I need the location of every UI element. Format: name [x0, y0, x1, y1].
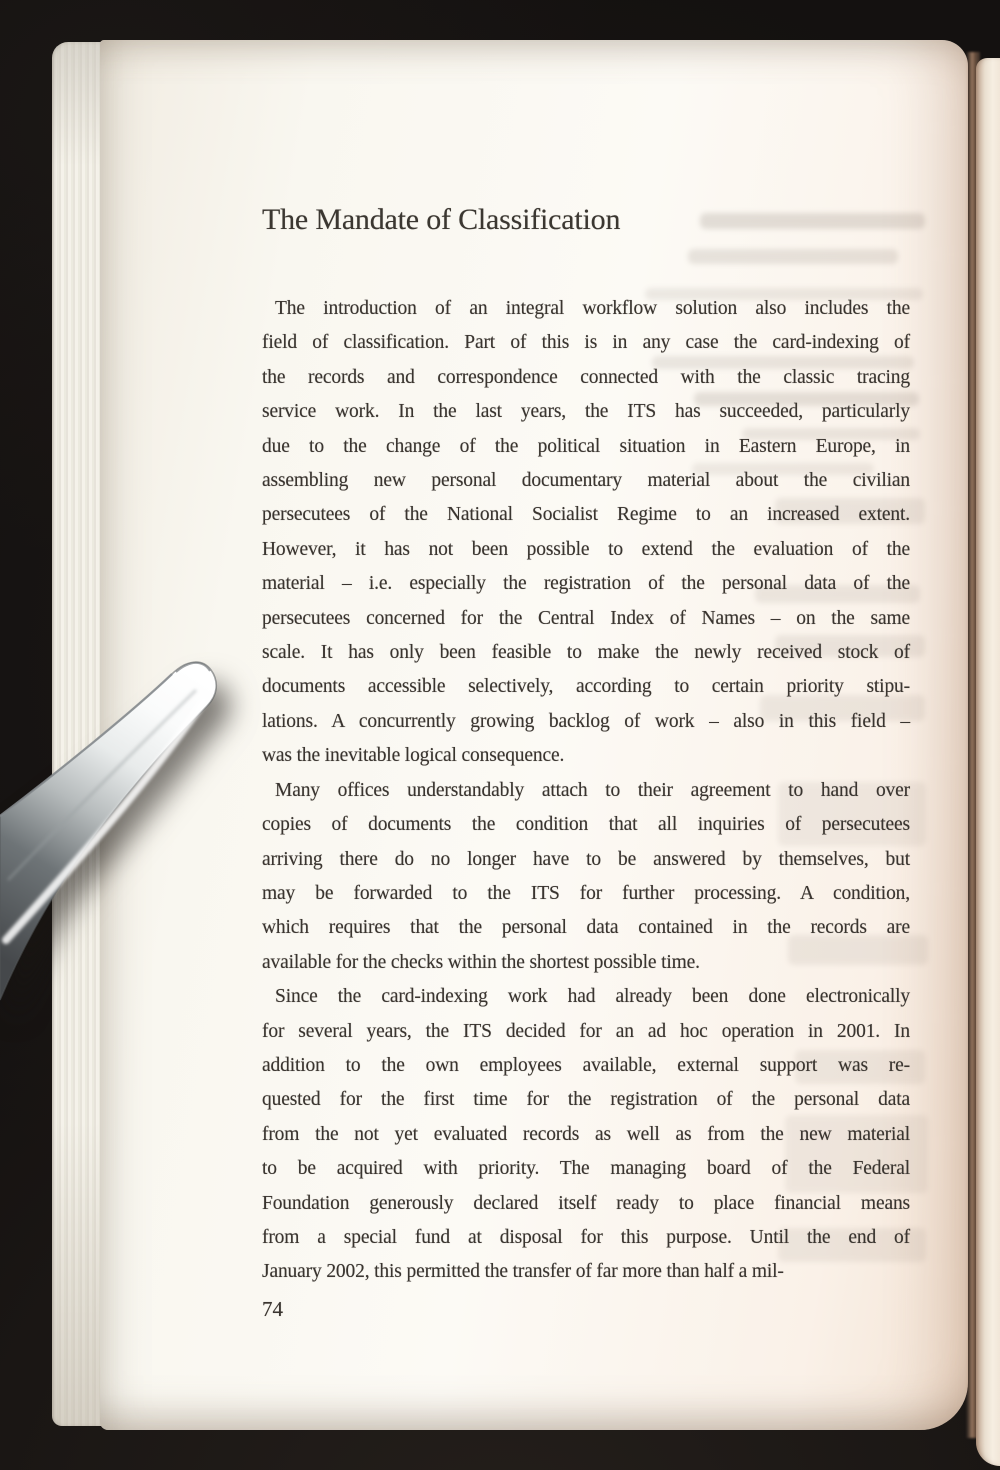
text-line: material – i.e. especially the registration of the personal data of the: [262, 573, 910, 595]
text-line: for several years, the ITS decided for an ad hoc operation in 2001. In: [262, 1020, 910, 1042]
text-line: field of classification. Part of this is in any case the card-indexing of: [262, 332, 910, 354]
text-line: due to the change of the political situation in Eastern Europe, in: [262, 435, 910, 457]
text-line: arriving there do no longer have to be answered by themselves, but: [262, 848, 910, 870]
text-line: which requires that the personal data contained in the records are: [262, 917, 910, 939]
text-line: addition to the own employees available, external support was re-: [262, 1054, 910, 1076]
text-line: the records and correspondence connected with the classic tracing: [262, 366, 910, 388]
text-line: from a special fund at disposal for this purpose. Until the end of: [262, 1226, 910, 1248]
text-line: January 2002, this permitted the transfer of far more than half a mil-: [262, 1261, 784, 1283]
text-line: The introduction of an integral workflow solution also includes the: [275, 298, 910, 319]
text-line: However, it has not been possible to extend the evaluation of the: [262, 538, 910, 560]
text-line: quested for the first time for the registration of the personal data: [262, 1089, 910, 1111]
text-line: persecutees of the National Socialist Regime to an increased extent.: [262, 504, 910, 526]
text-line: persecutees concerned for the Central Index of Names – on the same: [262, 607, 910, 629]
page-number: 74: [262, 1297, 283, 1321]
text-line: available for the checks within the shortest possible time.: [262, 951, 700, 973]
page-title: The Mandate of Classification: [262, 203, 621, 236]
text-line: service work. In the last years, the ITS has succeeded, particularly: [262, 401, 910, 423]
text-line: to be acquired with priority. The managing board of the Federal: [262, 1158, 910, 1180]
text-line: Many offices understandably attach to their agreement to hand over: [275, 779, 910, 801]
text-line: Since the card-indexing work had already been done electronically: [275, 986, 910, 1008]
text-line: assembling new personal documentary material about the civilian: [262, 470, 910, 492]
text-line: documents accessible selectively, according to certain priority stipu-: [262, 676, 910, 698]
text-line: lations. A concurrently growing backlog of work – also in this field –: [262, 710, 910, 732]
text-line: was the inevitable logical consequence.: [262, 745, 565, 767]
text-line: scale. It has only been feasible to make the newly received stock of: [262, 642, 910, 664]
text-line: copies of documents the condition that all inquiries of persecutees: [262, 814, 910, 836]
text-line: Foundation generously declared itself ready to place financial means: [262, 1192, 910, 1214]
text-line: may be forwarded to the ITS for further processing. A condition,: [262, 882, 910, 904]
text-line: from the not yet evaluated records as well as from the new material: [262, 1123, 910, 1145]
